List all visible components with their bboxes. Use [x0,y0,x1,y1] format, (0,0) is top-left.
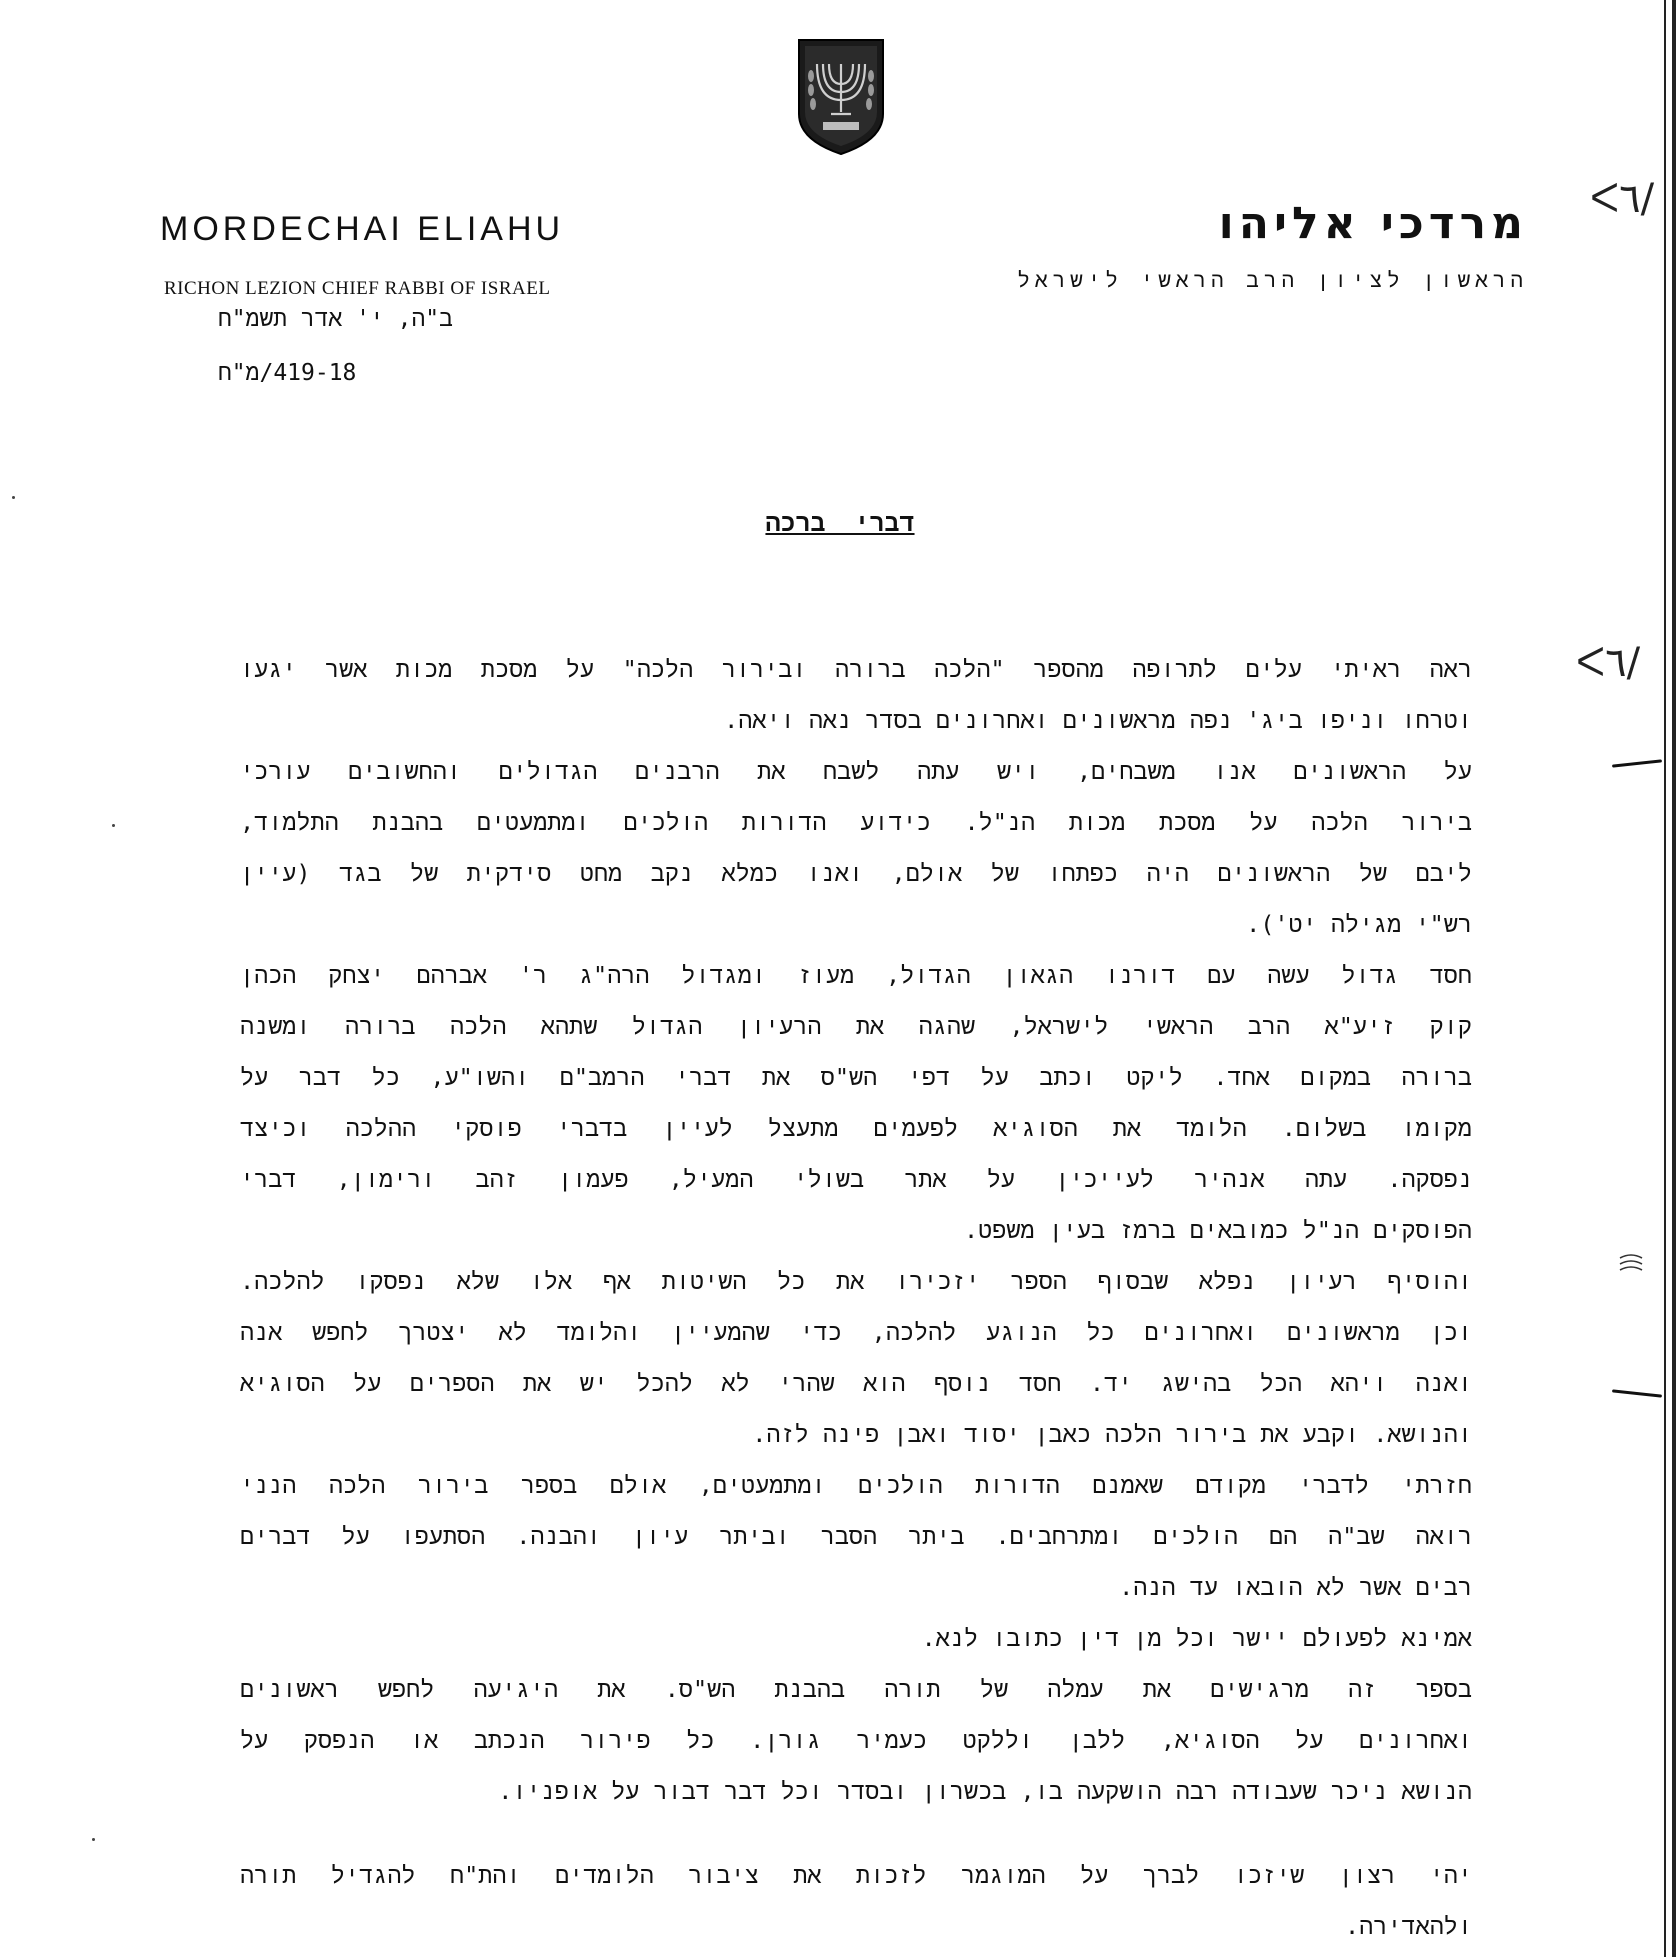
body-line: והוסיף רעיון נפלא שבסוף הספר יזכירו את כל השיטות אף אלו שלא נפסקו להלכה. [240,1267,1472,1295]
body-line: ואחרונים על הסוגיא, ללבן וללקט כעמיר גורן. כל פירור הנכתב או הנפסק על [240,1726,1472,1754]
hebrew-title: הראשון לציון הרב הראשי לישראל [1017,268,1528,292]
english-title: RICHON LEZION CHIEF RABBI OF ISRAEL [164,278,551,299]
letter-date: ב"ה, י' אדר תשמ"ח [218,306,453,332]
body-line: הנושא ניכר שעבודה רבה הושקעה בו, בכשרון ובסדר וכל דבר דבור על אופניו. [498,1777,1472,1805]
margin-mark-top: ᐸ٦/ [1590,176,1655,222]
body-line: ראה ראיתי עלים לתרופה מהספר "הלכה ברורה ובירור הלכה" על מסכת מכות אשר יגעו [240,655,1472,683]
body-line: על הראשונים אנו משבחים, ויש עתה לשבח את הרבנים הגדולים והחשובים עורכי [240,757,1472,785]
scan-speck [92,1838,95,1841]
scan-speck [12,496,15,499]
body-line: חסד גדול עשה עם דורנו הגאון הגדול, מעוז ומגדול הרה"ג ר' אברהם יצחק הכהן [240,961,1472,989]
letter-body [240,652,1472,1960]
body-line: אמינא לפעולם יישר וכל מן דין כתובו לנא. [921,1624,1472,1652]
body-line: רבים אשר לא הובאו עד הנה. [1119,1573,1472,1601]
body-line: מקומו בשלום. הלומד את הסוגיא לפעמים מתעצל לעיין בדברי פוסקי ההלכה וכיצד [240,1114,1472,1142]
state-emblem-icon [793,36,889,156]
margin-mark-middle: ᐸ٦/ [1576,640,1641,686]
body-line: קוק זיע"א הרב הראשי לישראל, שהגה את הרעיון הגדול שתהא הלכה ברורה ומשנה [240,1012,1472,1040]
body-line: בירור הלכה על מסכת מכות הנ"ל. כידוע הדורות הולכים ומתמעטים בהבנת התלמוד, [240,808,1472,836]
body-line: הפוסקים הנ"ל כמובאים ברמז בעין משפט. [963,1216,1472,1244]
body-line: והנושא. וקבע את בירור הלכה כאבן יסוד ואבן פינה לזה. [752,1420,1472,1448]
body-line: רואה שב"ה הם הולכים ומתרחבים. ביתר הסבר וביתר עיון והבנה. הסתעפו על דברים [240,1522,1472,1550]
reference-number: 419-18/מ"ח [218,360,357,386]
body-line: וטרחו וניפו ביג' נפה מראשונים ואחרונים בסדר נאה ויאה. [724,706,1472,734]
body-line: ליבם של הראשונים היה כפתחו של אולם, ואנו כמלא נקב מחט סידקית של בגד (עיין [240,859,1472,887]
letter-heading: דברי ברכה [765,508,915,537]
body-line: רש"י מגילה יט'). [1246,910,1472,938]
body-line: יהי רצון שיזכו לברך על המוגמר לזכות את ציבור הלומדים והת"ח להגדיל תורה [240,1861,1472,1889]
page-edge-line [1672,0,1676,1957]
margin-swirl-icon [1616,1252,1646,1276]
body-line: ולהאדירה. [1345,1912,1472,1940]
body-line: ברורה במקום אחד. ליקט וכתב על דפי הש"ס את דברי הרמב"ם והשו"ע, כל דבר על [240,1063,1472,1091]
hebrew-name: מרדכי אליהו [1218,198,1528,249]
margin-dash-upper [1612,759,1662,767]
body-line: וכן מראשונים ואחרונים כל הנוגע להלכה, כדי שהמעיין והלומד לא יצטרך לחפש אנה [240,1318,1472,1346]
body-line: בספר זה מרגישים את עמלה של תורה בהבנת הש"ס. את היגיעה לחפש ראשונים [240,1675,1472,1703]
margin-dash-lower [1612,1389,1662,1397]
body-line: חזרתי לדברי מקודם שאמנם הדורות הולכים ומתמעטים, אולם בספר בירור הלכה הנני [240,1471,1472,1499]
page-edge-line [1664,0,1666,1957]
body-line: ואנה ויהא הכל בהישג יד. חסד נוסף הוא שהרי לא להכל יש את הספרים על הסוגיא [240,1369,1472,1397]
english-name: MORDECHAI ELIAHU [160,210,565,248]
scan-speck [112,824,115,827]
body-line-blank [240,1825,1472,1858]
body-line: נפסקה. עתה אנהיר לעייכין על אתר בשולי המעיל, פעמון זהב ורימון, דברי [240,1165,1472,1193]
